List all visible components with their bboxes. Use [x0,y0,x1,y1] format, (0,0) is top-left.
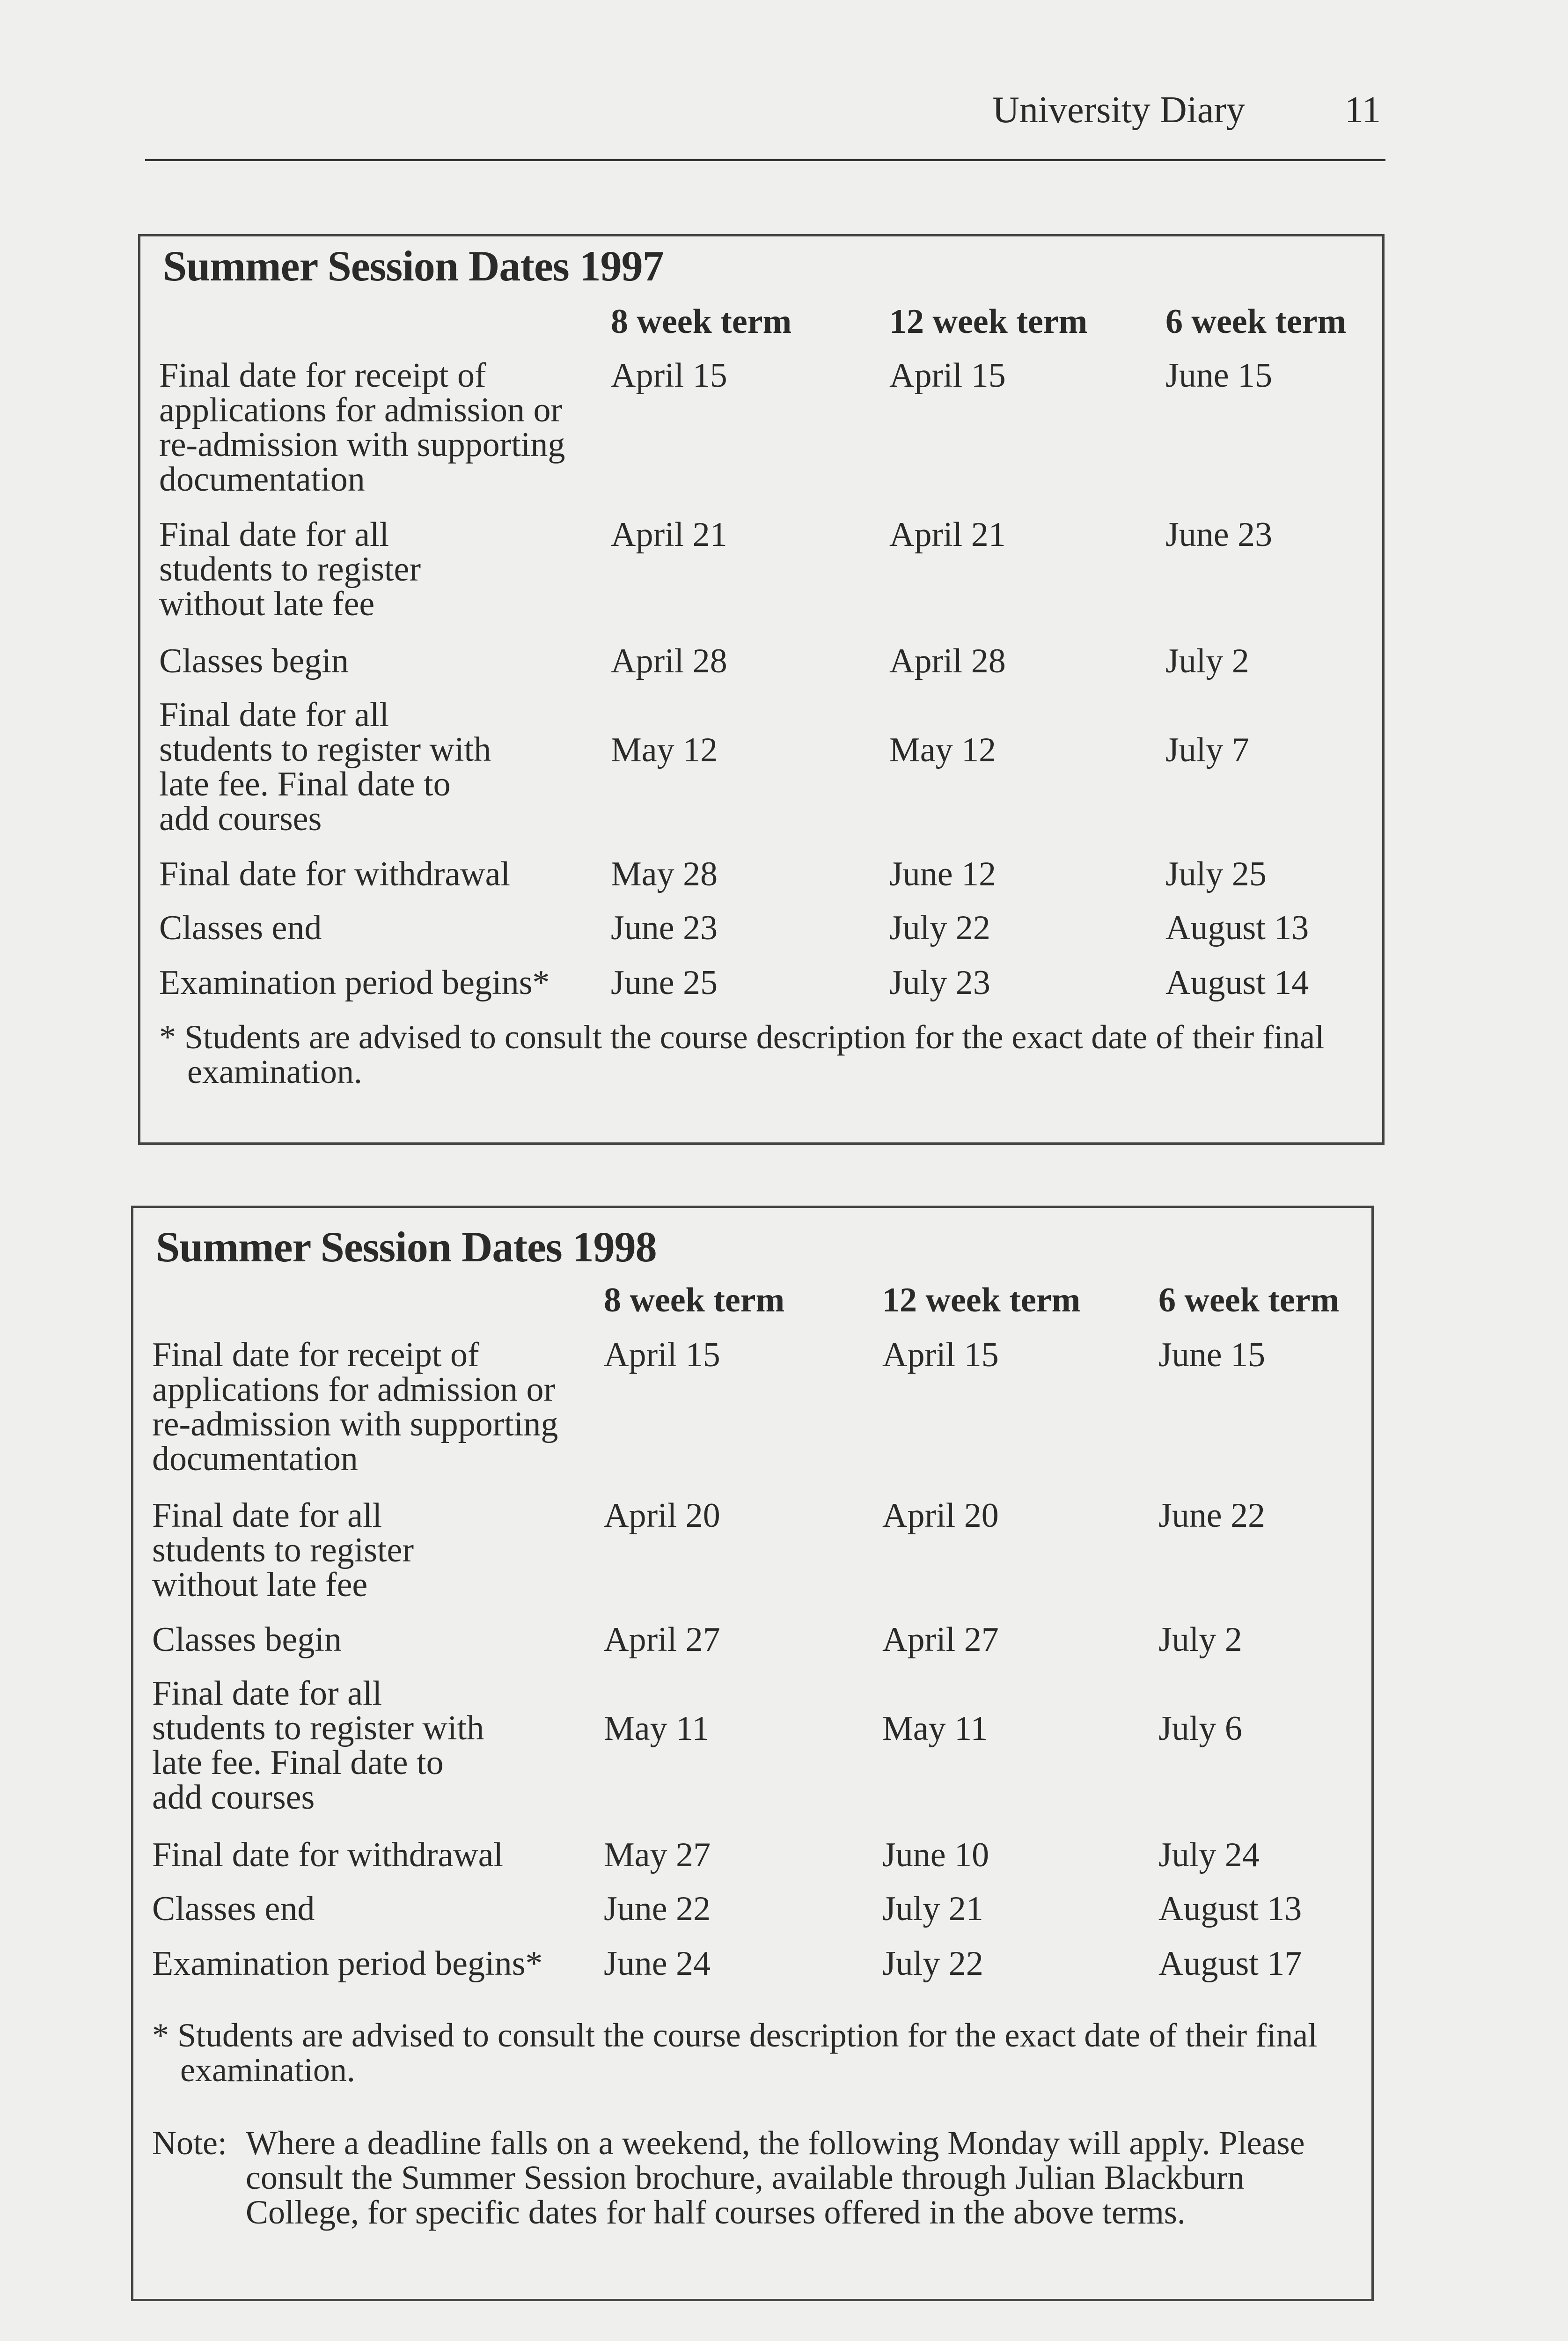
cell-6-week: July 2 [1158,1620,1242,1659]
row-label: Final date for receipt of applications for admission or re-admission with supporting documentation [152,1336,558,1478]
cell-8-week: April 15 [611,356,727,395]
note-text: Where a deadline falls on a weekend, the following Monday will apply. Please consult the Summer Session brochure, available through Julian Blackburn College, for specific dates for half courses offered in the above terms. [246,2124,1305,2231]
row-label: Final date for all students to register without late fee [152,1496,414,1604]
cell-6-week: August 14 [1165,964,1309,1002]
row-label: Final date for withdrawal [152,1836,504,1874]
row-label: Classes end [152,1890,315,1928]
row-label: Final date for receipt of applications for admission or re-admission with supporting documentation [159,356,565,499]
summer-session-1997-table [138,234,1385,1145]
cell-8-week: April 21 [611,515,727,554]
cell-6-week: August 17 [1158,1944,1302,1983]
cell-12-week: July 23 [889,964,990,1002]
page-number: 11 [1344,89,1381,131]
footnote-lead: * Students are advised to consult the course description for the exact date of their final [159,1018,1325,1056]
cell-6-week: July 7 [1165,731,1249,769]
cell-8-week: April 20 [604,1496,720,1535]
page-header [145,70,1385,161]
cell-12-week: April 21 [889,515,1006,554]
column-header-12-week: 12 week term [882,1281,1081,1319]
row-label: Classes begin [152,1620,342,1659]
table-title: Summer Session Dates 1997 [163,242,664,290]
cell-12-week: July 22 [889,909,990,947]
footnote-lead: * Students are advised to consult the course description for the exact date of their final [152,2017,1318,2054]
cell-8-week: June 24 [604,1944,711,1983]
cell-12-week: May 12 [889,731,996,769]
cell-12-week: April 15 [882,1336,999,1374]
column-header-6-week: 6 week term [1158,1281,1340,1319]
cell-8-week: April 15 [604,1336,720,1374]
cell-8-week: May 27 [604,1836,711,1874]
row-label: Final date for all students to register with late fee. Final date to add courses [152,1674,484,1817]
cell-12-week: June 12 [889,855,996,893]
column-header-6-week: 6 week term [1165,302,1347,341]
row-label: Examination period begins* [152,1944,543,1983]
footnote [159,1020,1357,1089]
cell-6-week: July 2 [1165,642,1249,680]
footnote-rest: examination. [187,1053,362,1090]
cell-8-week: June 22 [604,1890,711,1928]
row-label: Final date for all students to register with late fee. Final date to add courses [159,696,491,838]
cell-8-week: May 28 [611,855,718,893]
cell-12-week: June 10 [882,1836,989,1874]
footnote-rest: examination. [180,2051,355,2089]
row-label: Final date for withdrawal [159,855,511,893]
cell-12-week: April 15 [889,356,1006,395]
cell-12-week: April 20 [882,1496,999,1535]
row-label: Classes begin [159,642,349,680]
cell-8-week: April 27 [604,1620,720,1659]
cell-12-week: April 28 [889,642,1006,680]
table-title: Summer Session Dates 1998 [156,1223,657,1271]
row-label: Examination period begins* [159,964,550,1002]
column-header-12-week: 12 week term [889,302,1088,341]
row-label: Classes end [159,909,322,947]
cell-6-week: June 15 [1158,1336,1266,1374]
cell-6-week: July 25 [1165,855,1267,893]
cell-6-week: August 13 [1165,909,1309,947]
cell-6-week: June 23 [1165,515,1273,554]
note-label: Note: [152,2124,227,2162]
summer-session-1998-table [131,1206,1374,2301]
cell-6-week: June 15 [1165,356,1273,395]
cell-8-week: April 28 [611,642,727,680]
column-header-8-week: 8 week term [604,1281,785,1319]
cell-8-week: May 12 [611,731,718,769]
cell-12-week: July 22 [882,1944,983,1983]
cell-8-week: June 25 [611,964,718,1002]
cell-12-week: May 11 [882,1709,988,1748]
cell-6-week: August 13 [1158,1890,1302,1928]
running-title: University Diary [992,89,1245,131]
cell-8-week: June 23 [611,909,718,947]
cell-12-week: July 21 [882,1890,983,1928]
row-label: Final date for all students to register without late fee [159,515,421,623]
column-header-8-week: 8 week term [611,302,792,341]
cell-12-week: April 27 [882,1620,999,1659]
footnote [152,2018,1350,2087]
cell-6-week: June 22 [1158,1496,1266,1535]
note [152,2126,1350,2230]
cell-6-week: July 6 [1158,1709,1242,1748]
cell-8-week: May 11 [604,1709,710,1748]
cell-6-week: July 24 [1158,1836,1260,1874]
